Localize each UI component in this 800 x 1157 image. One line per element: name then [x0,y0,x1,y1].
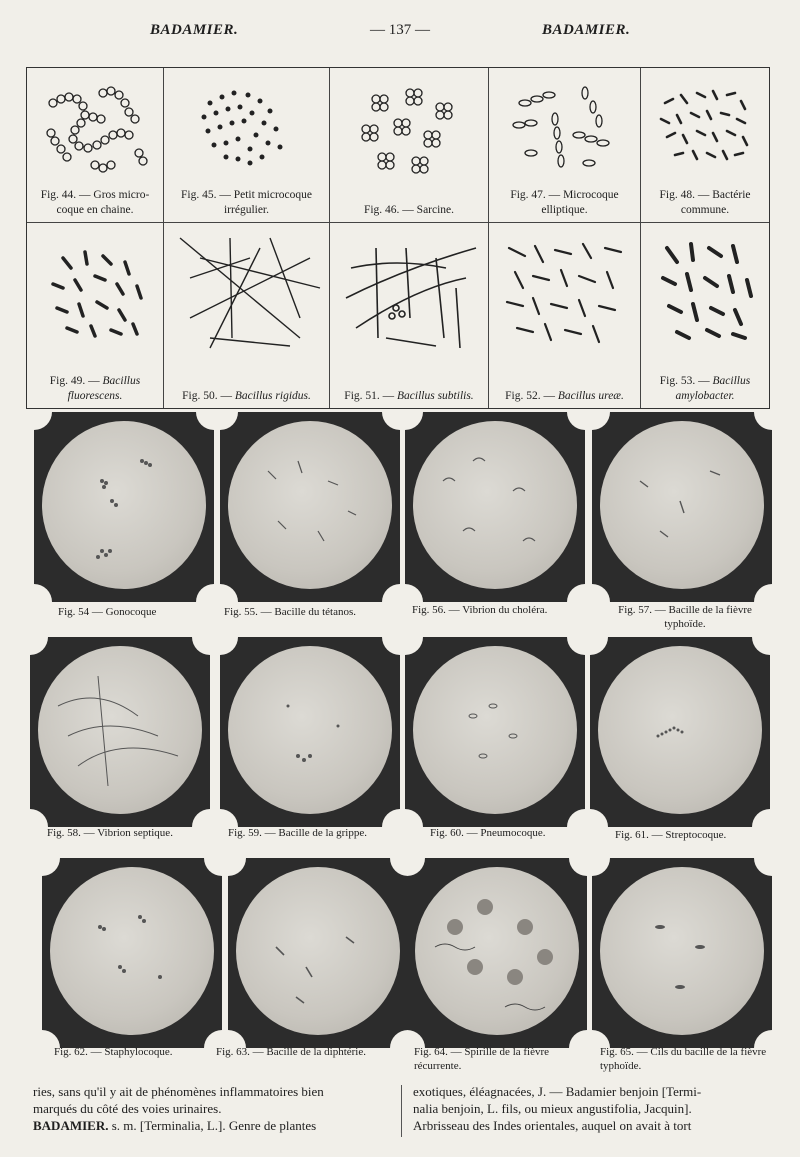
text-line: ries, sans qu'il y ait de phénomènes inflammatoires bien [33,1084,324,1099]
drawing-cell [641,68,769,223]
micrograph-streptococcus [598,646,762,814]
drawing-caption: Fig. 50. — Bacillus rigidus. [182,390,311,402]
column-divider [401,1085,402,1137]
drawing-cell [164,68,330,223]
micrograph-typhoid-cilia [600,867,764,1035]
text-column-left [33,1083,391,1134]
plate-caption: Fig. 63. — Bacille de la diphtérie. [216,1046,366,1058]
drawing-caption: Fig. 49. — Bacillus fluorescens. [49,375,141,402]
drawing-bacillus-amylobacter [647,228,763,363]
micrograph-plate [220,637,400,827]
micrograph-spirillum [415,867,579,1035]
drawing-bacillus-rigidus [170,228,322,363]
micrograph-cholera [413,421,577,589]
micrograph-plate [592,412,772,602]
plate-caption: Fig. 55. — Bacille du tétanos. [224,606,356,618]
plate-caption: Fig. 59. — Bacille de la grippe. [228,827,367,839]
drawing-irregular-micrococcus [170,73,320,183]
micrograph-influenza [228,646,392,814]
micrograph-diphtheria [236,867,400,1035]
plate-caption: Fig. 58. — Vibrion septique. [47,827,173,839]
micrograph-plate [228,858,408,1048]
drawing-caption: Fig. 46. — Sarcine. [363,204,455,216]
drawing-common-bacterium [647,73,763,183]
plate-caption: Fig. 64. — Spirille de la fièvre récurrente. [414,1046,550,1072]
drawing-sarcina [336,73,481,183]
micrograph-plate [405,637,585,827]
micrograph-tetanus [228,421,392,589]
drawing-cell [489,68,641,223]
entry-term: BADAMIER. [33,1118,109,1133]
drawing-bacillus-fluorescens [33,228,157,363]
micrograph-plate [30,637,210,827]
running-head-right: BADAMIER. [542,22,631,38]
text-line: Arbrisseau des Indes orientales, auquel on avait à tort [413,1118,692,1133]
text-line: marqués du côté des voies urinaires. [33,1101,222,1116]
micrograph-plate [407,858,587,1048]
plate-caption: Fig. 56. — Vibrion du choléra. [412,604,548,616]
plate-caption: Fig. 57. — Bacille de la fièvre typhoïde. [618,604,752,630]
plate-caption: Fig. 54 — Gonocoque [58,606,157,618]
plate-caption: Fig. 61. — Streptocoque. [615,829,727,841]
drawing-cell [330,68,489,223]
drawing-caption: Fig. 53. — Bacillus amylobacter. [659,375,751,402]
micrograph-pneumococcus [413,646,577,814]
drawing-caption: Fig. 52. — Bacillus ureæ. [505,390,624,402]
micrograph-gonococcus [42,421,206,589]
micrograph-plate [42,858,222,1048]
micrograph-plate [34,412,214,602]
text-line: BADAMIER. s. m. [Terminalia, L.]. Genre de plantes [33,1118,317,1133]
plate-caption: Fig. 60. — Pneumocoque. [430,827,546,839]
micrograph-typhoid [600,421,764,589]
plate-caption: Fig. 65. — Cils du bacille de la fièvre typhoïde. [600,1046,767,1072]
text-column-right [413,1083,778,1134]
drawing-caption: Fig. 44. — Gros micro-coque en chaine. [40,189,150,216]
drawing-cell [330,223,489,408]
plate-caption: Fig. 62. — Staphylocoque. [54,1046,173,1058]
drawing-chain-cocci [33,73,157,183]
micrograph-staphylococcus [50,867,214,1035]
drawing-cell [164,223,330,408]
drawing-cell [27,223,164,408]
running-head-left: BADAMIER. [150,22,239,38]
drawing-bacillus-ureae [495,228,635,363]
text-line: exotiques, éléagnacées, J. — Badamier benjoin [Termi- [413,1084,702,1099]
micrograph-plate [592,858,772,1048]
micrograph-plate [590,637,770,827]
drawing-bacillus-subtilis [336,228,481,363]
drawing-caption: Fig. 45. — Petit microcoque irrégulier. [181,189,312,216]
text-line: nalia benjoin, L. fils, ou mieux angustifolia, Jacquin]. [413,1101,692,1116]
drawing-caption: Fig. 47. — Microcoque elliptique. [510,189,619,216]
drawing-cell [641,223,769,408]
drawing-caption: Fig. 48. — Bactérie commune. [659,189,751,216]
micrograph-plate [220,412,400,602]
drawing-elliptic-micrococcus [495,73,635,183]
drawing-cell [27,68,164,223]
micrograph-septic-vibrio [38,646,202,814]
micrograph-plate [405,412,585,602]
drawing-caption: Fig. 51. — Bacillus subtilis. [344,390,474,402]
drawings-table [26,67,770,409]
page-number: — 137 — [370,22,430,38]
drawing-cell [489,223,641,408]
